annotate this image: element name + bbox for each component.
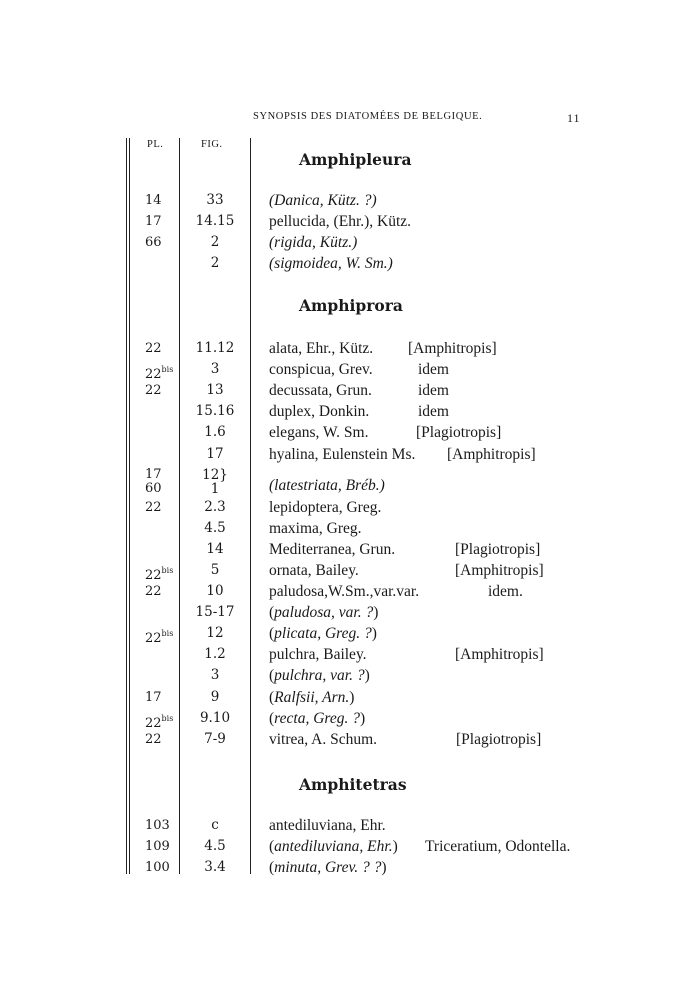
paren-close: ): [364, 667, 370, 685]
table-row: [0, 687, 700, 708]
species-name-text: paludosa,W.Sm.,var.var.: [269, 583, 420, 600]
plate-suffix: bis: [161, 365, 174, 375]
table-row: [0, 581, 700, 602]
table-row: [0, 815, 700, 836]
paren-open: (: [269, 625, 275, 643]
plate-suffix: bis: [161, 713, 174, 723]
genus-heading: Amphiprora: [299, 296, 403, 315]
table-row: [0, 857, 700, 878]
figure-number: [180, 560, 250, 581]
figure-number-text: 9: [210, 688, 220, 705]
figure-number-text: 9.10: [199, 709, 231, 726]
synonym-note: [Amphitropis]: [447, 445, 536, 463]
species-name: [269, 581, 419, 602]
figure-number-text: 3: [210, 361, 220, 378]
figure-number: [180, 815, 250, 836]
table-row: [0, 644, 700, 665]
synonym-note: idem: [418, 361, 449, 379]
paren-open: (: [269, 604, 275, 622]
paren-close: ): [371, 625, 377, 643]
species-name: [269, 380, 372, 401]
paren-close: ): [381, 859, 387, 877]
species-name: [269, 475, 385, 496]
figure-number-text: 2: [210, 255, 220, 272]
table-row: [0, 253, 700, 274]
figure-number: [180, 422, 250, 443]
plate-number-text: 66: [145, 235, 162, 251]
species-name-text: alata, Ehr., Kütz.: [269, 340, 374, 357]
species-name: [269, 602, 378, 623]
species-name-text: pellucida, (Ehr.), Kütz.: [269, 213, 412, 231]
table-row: [0, 665, 700, 686]
table-row: [0, 190, 700, 211]
figure-number-text: 4.5: [204, 519, 226, 536]
plate-number-text: 22: [145, 567, 162, 583]
paren-open: (: [269, 667, 275, 685]
species-name-text: duplex, Donkin.: [269, 403, 370, 421]
figure-number-text: 1: [210, 480, 220, 497]
plate-number-text: 109: [145, 839, 170, 855]
species-name: [269, 338, 373, 359]
plate-number: [145, 836, 179, 857]
figure-number-text: 1.6: [204, 424, 226, 441]
synonym-note: [Plagiotropis]: [416, 424, 502, 442]
species-name: [269, 644, 367, 665]
figure-number-text: 15.16: [195, 403, 235, 420]
plate-number: [145, 380, 179, 401]
paren-close: ): [359, 709, 366, 727]
figure-number: [180, 581, 250, 602]
species-name: [269, 401, 369, 422]
paren-open: (: [269, 688, 275, 706]
figure-number-text: 11.12: [195, 340, 235, 356]
plate-suffix: bis: [161, 629, 174, 639]
figure-number-text: 2: [210, 234, 220, 251]
plate-number-text: 14: [145, 193, 162, 208]
figure-number: [180, 232, 250, 253]
synonym-note: [Plagiotropis]: [456, 730, 542, 748]
figure-number-text: c: [211, 817, 219, 833]
plate-number: [145, 338, 179, 359]
table-row: [0, 338, 700, 359]
species-name: [269, 729, 377, 750]
figure-number: [180, 518, 250, 539]
table-row: [0, 211, 700, 232]
plate-number-text: 17: [145, 466, 162, 482]
species-name-text: (latestriata, Bréb.): [269, 476, 385, 494]
figure-number-text: 10: [206, 583, 224, 599]
species-name: [269, 708, 365, 729]
species-name-text: (rigida, Kütz.): [269, 234, 358, 252]
species-name-text: antediluviana, Ehr.: [269, 817, 386, 834]
figure-number: [180, 190, 250, 211]
column-header-fig: FIG.: [201, 139, 223, 150]
species-name-text: elegans, W. Sm.: [269, 424, 369, 442]
table-row: [0, 518, 700, 539]
figure-number-text: 12: [202, 466, 220, 483]
paren-close: ): [392, 838, 398, 856]
plate-number-text: 17: [145, 214, 162, 230]
plate-number: [145, 497, 179, 518]
table-row: [0, 539, 700, 560]
species-name-text: maxima, Greg.: [269, 519, 362, 537]
species-name-text: Mediterranea, Grun.: [269, 540, 396, 558]
table-row: [0, 602, 700, 623]
species-name: [269, 687, 354, 708]
table-row: [0, 401, 700, 422]
species-name: [269, 815, 386, 836]
paren-open: (: [269, 838, 275, 856]
figure-number: [180, 836, 250, 857]
paren-close: ): [349, 688, 355, 706]
figure-number-text: 7-9: [204, 730, 226, 747]
species-name: [269, 253, 393, 274]
plate-number: [145, 468, 179, 496]
genus-heading: Amphipleura: [299, 150, 412, 169]
figure-number-text: 12: [206, 625, 224, 642]
species-name: [269, 857, 387, 878]
plate-number-text: 22: [145, 731, 162, 747]
figure-number: [180, 665, 250, 686]
figure-number: [180, 401, 250, 422]
paren-close: ): [373, 604, 379, 622]
figure-number-text: 1.2: [204, 646, 226, 663]
synonym-note: idem: [418, 382, 449, 400]
figure-number-text: 15-17: [195, 604, 235, 621]
plate-number-text: 22: [145, 367, 162, 383]
figure-number: [180, 380, 250, 401]
column-header-pl: PL.: [147, 139, 164, 150]
species-name: [269, 190, 377, 211]
species-name: [269, 422, 368, 443]
figure-number-text: 14: [206, 540, 224, 557]
species-name-text: antediluviana, Ehr.: [274, 838, 393, 856]
species-name-text: hyalina, Eulenstein Ms.: [269, 445, 416, 463]
species-name: [269, 232, 357, 253]
figure-number: [180, 857, 250, 878]
plate-number: [145, 232, 179, 253]
species-name-text: plicata, Greg. ?: [274, 625, 372, 643]
species-name: [269, 623, 377, 644]
species-name: [269, 444, 415, 465]
synonym-note: idem.: [488, 583, 523, 600]
paren-open: (: [269, 709, 275, 727]
species-name-text: ornata, Bailey.: [269, 561, 359, 579]
figure-number: [180, 211, 250, 232]
table-row: [0, 729, 700, 750]
plate-suffix: bis: [161, 565, 174, 575]
plate-number: [145, 857, 179, 878]
figure-number-text: 14.15: [195, 213, 235, 230]
figure-number: [180, 359, 250, 380]
plate-number: [145, 687, 179, 708]
figure-number-text: 33: [206, 192, 224, 208]
table-row: [0, 708, 700, 729]
figure-number-text: 17: [206, 445, 224, 462]
plate-number-text: 17: [145, 689, 162, 705]
plate-number-text: 22: [145, 715, 162, 731]
plate-number-text: 100: [145, 860, 170, 876]
figure-number: [180, 644, 250, 665]
plate-number-text: 103: [145, 818, 170, 833]
species-name-text: pulchra, Bailey.: [269, 646, 367, 664]
plate-number: [145, 581, 179, 602]
plate-number-text: 22: [145, 383, 162, 399]
figure-number: [180, 729, 250, 750]
table-row: [0, 623, 700, 647]
table-row: [0, 836, 700, 857]
species-name: [269, 560, 359, 581]
figure-number: [180, 539, 250, 560]
figure-number-text: 3: [210, 667, 220, 684]
species-name: [269, 211, 411, 232]
species-name-text: minuta, Grev. ? ?: [274, 859, 382, 877]
species-name: [269, 539, 395, 560]
table-row: [0, 380, 700, 401]
figure-number: [180, 623, 250, 644]
species-name-text: vitrea, A. Schum.: [269, 730, 378, 748]
figure-number: 12} 1: [202, 466, 228, 497]
plate-number-text: 22: [145, 499, 162, 515]
paren-open: (: [269, 859, 275, 877]
figure-number: [180, 253, 250, 274]
species-name: [269, 665, 370, 686]
plate-number-text: 22: [145, 631, 162, 647]
synonym-note: [Plagiotropis]: [455, 540, 541, 558]
table-row: [0, 232, 700, 253]
species-name-text: (Danica, Kütz. ?): [269, 192, 377, 209]
species-name-text: conspicua, Grev.: [269, 361, 373, 379]
plate-number: [145, 815, 179, 836]
figure-number-text: 2.3: [204, 498, 226, 515]
figure-number: [180, 687, 250, 708]
species-name-text: decussata, Grun.: [269, 382, 372, 400]
table-row: [0, 444, 700, 465]
plate-number: [145, 190, 179, 211]
running-title: SYNOPSIS DES DIATOMÉES DE BELGIQUE.: [253, 111, 483, 122]
figure-number: [180, 708, 250, 729]
figure-number: [180, 444, 250, 465]
figure-number-text: 5: [210, 561, 220, 578]
plate-number-text: 22: [145, 584, 162, 599]
genus-heading: Amphitetras: [299, 775, 407, 794]
synonym-note: idem: [418, 403, 449, 421]
species-name-text: recta, Greg. ?: [274, 709, 360, 727]
table-row: [0, 497, 700, 518]
plate-number-text: 60: [145, 480, 162, 496]
species-name-text: lepidoptera, Greg.: [269, 498, 382, 516]
figure-number: [180, 602, 250, 623]
species-name: [269, 359, 373, 380]
synonym-note: [Amphitropis]: [408, 340, 497, 357]
table-row: [0, 359, 700, 383]
species-name-text: Ralfsii, Arn.: [274, 688, 350, 706]
plate-number: [145, 211, 179, 232]
figure-number-text: 4.5: [204, 838, 226, 855]
figure-number: [180, 338, 250, 359]
plate-number: [145, 729, 179, 750]
figure-number-text: 3.4: [204, 859, 226, 876]
synonym-note: [Amphitropis]: [455, 646, 544, 664]
figure-number: [180, 497, 250, 518]
table-row: [0, 560, 700, 581]
figure-number-text: 13: [206, 382, 224, 399]
species-name-text: (sigmoidea, W. Sm.): [269, 255, 393, 273]
page-number: 11: [567, 111, 581, 125]
synonym-note: [Amphitropis]: [455, 561, 544, 579]
species-name-text: paludosa, var. ?: [274, 604, 374, 622]
species-name: [269, 836, 398, 857]
species-name: [269, 497, 381, 518]
species-name-text: pulchra, var. ?: [274, 667, 365, 685]
species-name: [269, 518, 362, 539]
synonym-note: Triceratium, Odontella.: [425, 838, 571, 856]
plate-number-text: 22: [145, 341, 162, 356]
table-row: [0, 422, 700, 443]
